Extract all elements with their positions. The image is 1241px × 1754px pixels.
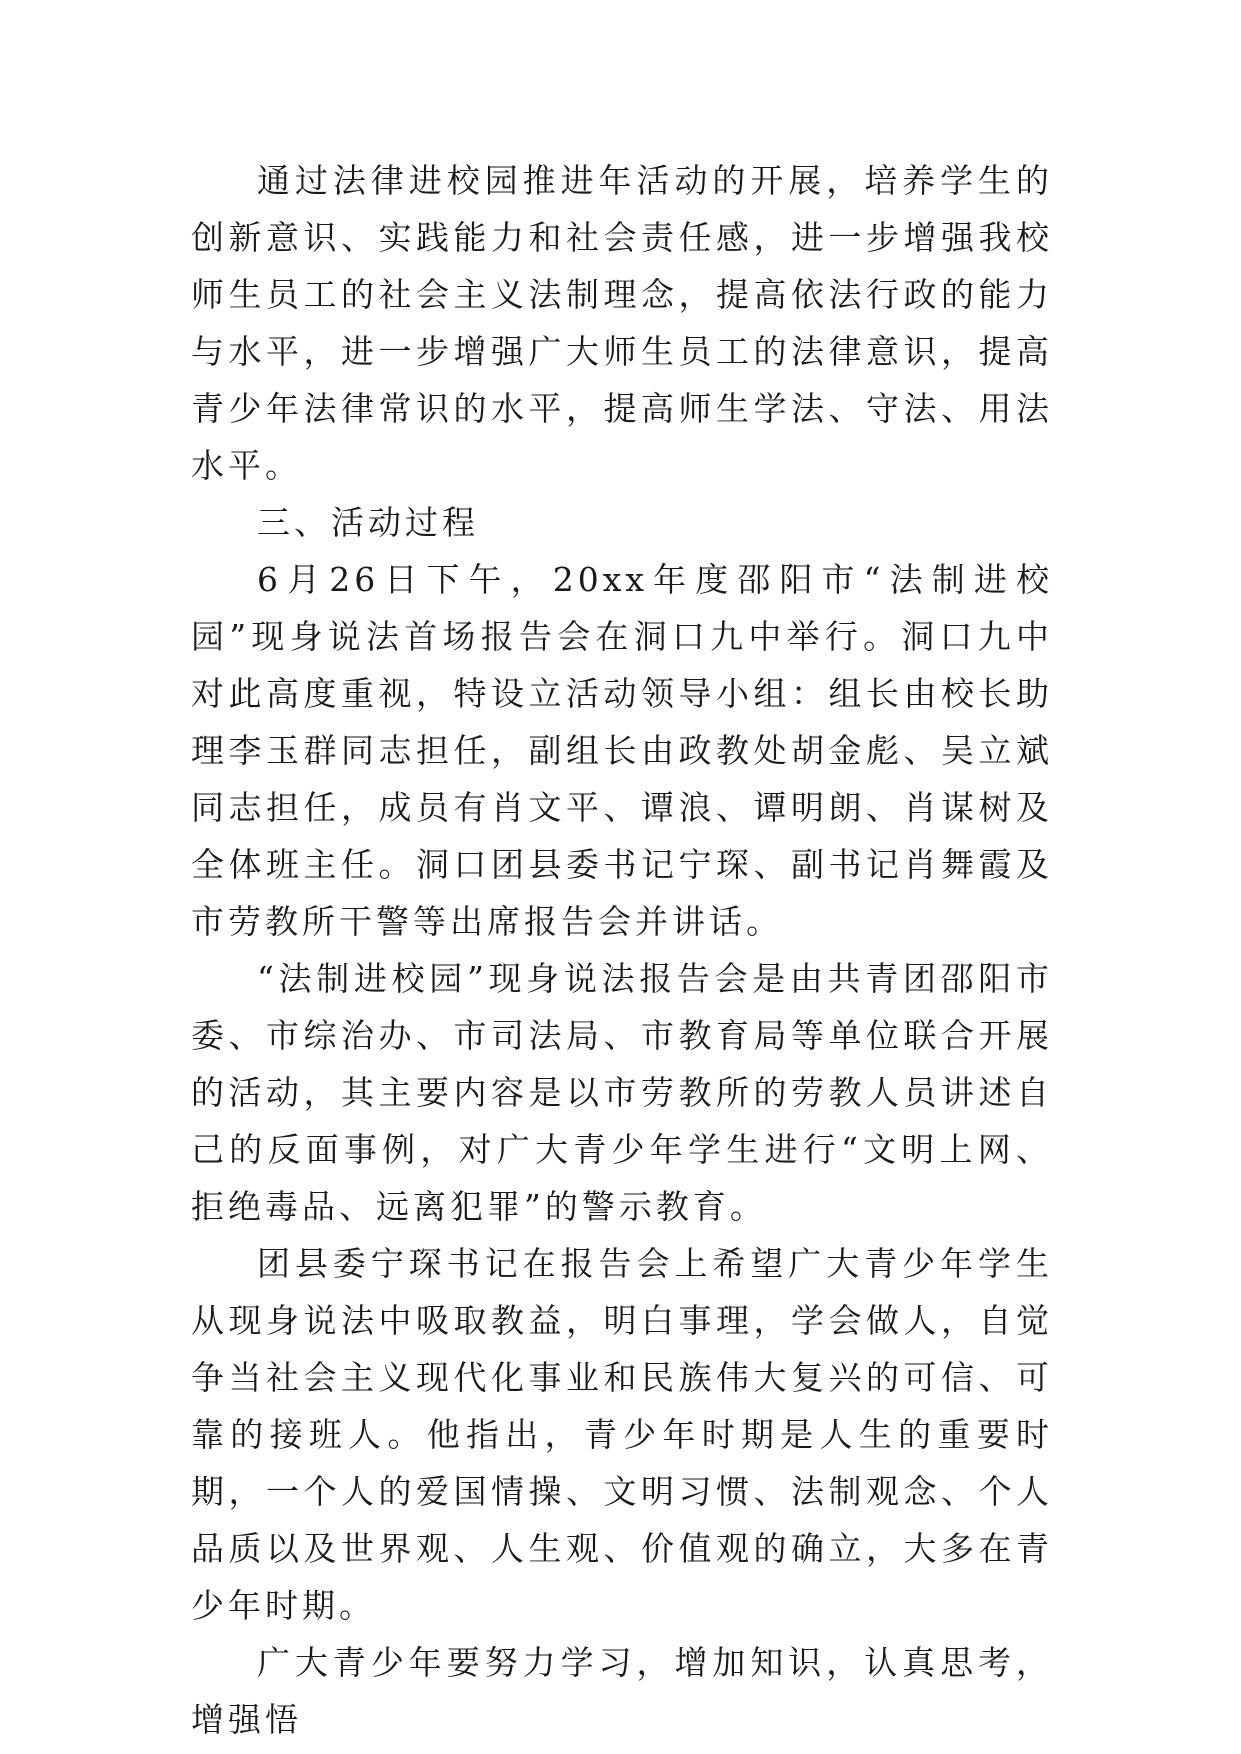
document-body — [191, 152, 1053, 1748]
paragraph-speech: 团县委宁琛书记在报告会上希望广大青少年学生从现身说法中吸取教益，明白事理，学会做人，自觉争当社会主义现代化事业和民族伟大复兴的可信、可靠的接班人。他指出，青少年时期是人生的重要时期，一个人的爱国情操、文明习惯、法制观念、个人品质以及世界观、人生观、价值观的确立，大多在青少年时期。 — [191, 1244, 1053, 1625]
section-heading-activity-process: 三、活动过程 — [257, 503, 479, 542]
paragraph-goals: 通过法律进校园推进年活动的开展，培养学生的创新意识、实践能力和社会责任感，进一步增强我校师生员工的社会主义法制理念，提高依法行政的能力与水平，进一步增强广大师生员工的法律意识，提高青少年法律常识的水平，提高师生学法、守法、用法水平。 — [191, 161, 1053, 485]
paragraph-continuation: 广大青少年要努力学习，增加知识，认真思考，增强悟 — [191, 1643, 1053, 1739]
paragraph-event-details: 6月26日下午，20xx年度邵阳市“法制进校园”现身说法首场报告会在洞口九中举行。洞口九中对此高度重视，特设立活动领导小组：组长由校长助理李玉群同志担任，副组长由政教处胡金彪、吴立斌同志担任，成员有肖文平、谭浪、谭明朗、肖谋树及全体班主任。洞口团县委书记宁琛、副书记肖舞霞及市劳教所干警等出席报告会并讲话。 — [191, 560, 1053, 941]
paragraph-event-description: “法制进校园”现身说法报告会是由共青团邵阳市委、市综治办、市司法局、市教育局等单位联合开展的活动，其主要内容是以市劳教所的劳教人员讲述自己的反面事例，对广大青少年学生进行“文明上网、拒绝毒品、远离犯罪”的警示教育。 — [191, 959, 1053, 1226]
